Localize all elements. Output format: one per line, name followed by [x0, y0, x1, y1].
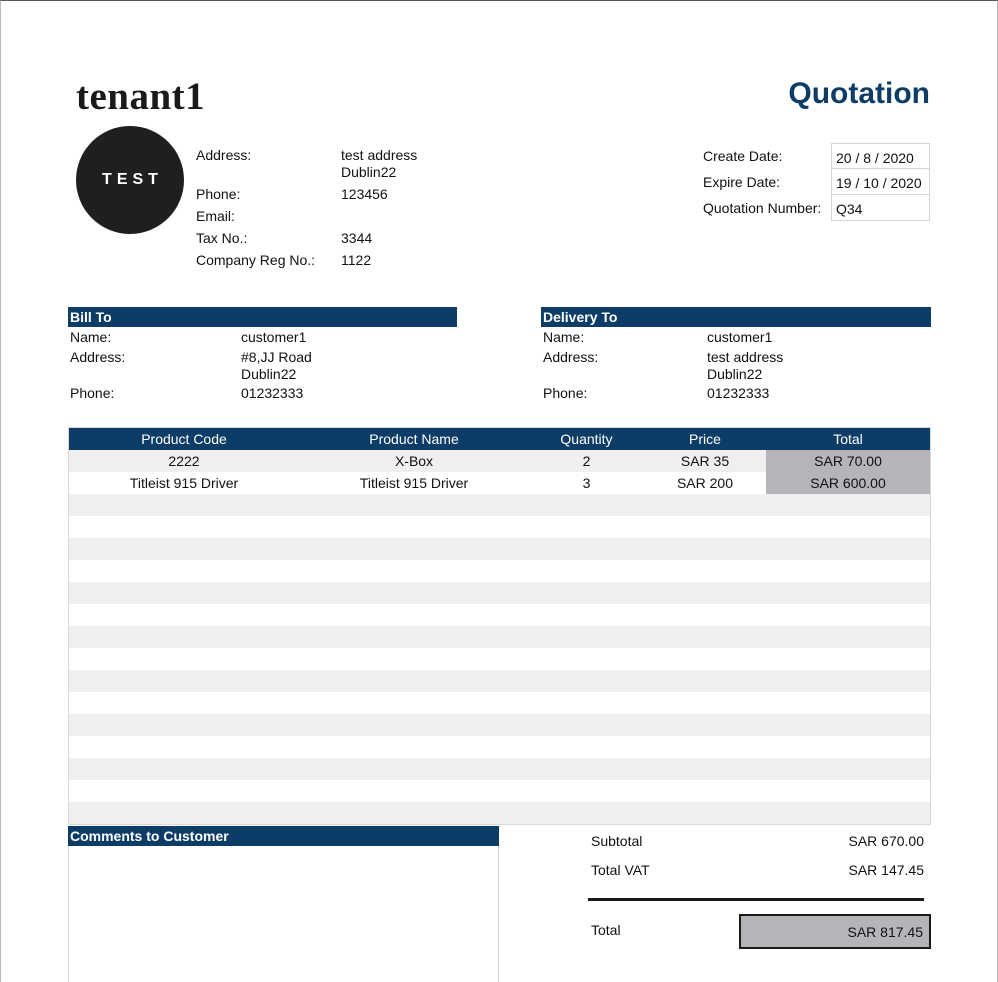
company-address-label: Address:	[196, 147, 252, 163]
empty-row	[69, 538, 930, 560]
company-tax: 3344	[341, 230, 373, 246]
subtotal-label: Subtotal	[591, 833, 643, 849]
empty-row	[69, 560, 930, 582]
cell-quantity: 2	[529, 450, 644, 472]
empty-row	[69, 692, 930, 714]
quotation-number-field: Q34	[831, 195, 930, 221]
bill-to-heading: Bill To	[68, 307, 457, 327]
empty-row	[69, 736, 930, 758]
grand-total-value: SAR 817.45	[739, 914, 931, 949]
column-header-product-name: Product Name	[299, 428, 529, 450]
company-phone-label: Phone:	[196, 186, 241, 202]
cell-total: SAR 70.00	[766, 450, 930, 472]
totals-divider	[588, 898, 924, 901]
empty-row	[69, 516, 930, 538]
company-email-label: Email:	[196, 208, 235, 224]
bill-to-address-line2: Dublin22	[241, 366, 297, 382]
create-date-label: Create Date:	[703, 148, 783, 164]
empty-row	[69, 494, 930, 516]
column-header-price: Price	[644, 428, 766, 450]
company-name: tenant1	[76, 75, 206, 118]
company-address-line2: Dublin22	[341, 164, 397, 180]
comments-box	[68, 846, 499, 982]
empty-row	[69, 648, 930, 670]
column-header-product-code: Product Code	[69, 428, 299, 450]
vat-value: SAR 147.45	[848, 862, 924, 878]
delivery-to-name: customer1	[707, 329, 773, 345]
cell-total: SAR 600.00	[766, 472, 930, 494]
column-header-quantity: Quantity	[529, 428, 644, 450]
bill-to-phone-label: Phone:	[70, 385, 115, 401]
document-title: Quotation	[788, 77, 930, 110]
empty-row	[69, 582, 930, 604]
subtotal-value: SAR 670.00	[848, 833, 924, 849]
delivery-to-address-label: Address:	[543, 349, 599, 365]
bill-to-name: customer1	[241, 329, 307, 345]
cell-price: SAR 35	[644, 450, 766, 472]
table-row	[69, 472, 930, 494]
empty-row	[69, 714, 930, 736]
delivery-to-address-line2: Dublin22	[707, 366, 763, 382]
bill-to-phone: 01232333	[241, 385, 304, 401]
items-table	[68, 427, 931, 825]
logo-text: TEST	[102, 171, 163, 188]
comments-heading: Comments to Customer	[68, 826, 499, 846]
cell-quantity: 3	[529, 472, 644, 494]
delivery-to-heading: Delivery To	[541, 307, 931, 327]
empty-row	[69, 670, 930, 692]
cell-product-code: Titleist 915 Driver	[69, 472, 299, 494]
column-header-total: Total	[766, 428, 930, 450]
company-reg: 1122	[341, 252, 372, 268]
cell-product-name: X-Box	[299, 450, 529, 472]
delivery-to-name-label: Name:	[543, 329, 585, 345]
expire-date-field: 19 / 10 / 2020	[831, 169, 930, 195]
empty-row	[69, 758, 930, 780]
empty-row	[69, 802, 930, 824]
table-row	[69, 450, 930, 472]
expire-date-label: Expire Date:	[703, 174, 781, 190]
bill-to-address-line1: #8,JJ Road	[241, 349, 312, 365]
create-date-field: 20 / 8 / 2020	[831, 143, 930, 169]
bill-to-address-label: Address:	[70, 349, 126, 365]
bill-to-name-label: Name:	[70, 329, 112, 345]
quotation-number-label: Quotation Number:	[703, 200, 822, 216]
grand-total-label: Total	[591, 922, 621, 938]
company-address-line1: test address	[341, 147, 418, 163]
cell-product-name: Titleist 915 Driver	[299, 472, 529, 494]
company-phone: 123456	[341, 186, 388, 202]
cell-product-code: 2222	[69, 450, 299, 472]
delivery-to-phone-label: Phone:	[543, 385, 588, 401]
empty-row	[69, 780, 930, 802]
empty-row	[69, 626, 930, 648]
delivery-to-address-line1: test address	[707, 349, 784, 365]
empty-row	[69, 604, 930, 626]
delivery-to-phone: 01232333	[707, 385, 770, 401]
cell-price: SAR 200	[644, 472, 766, 494]
company-logo	[76, 126, 184, 234]
company-reg-label: Company Reg No.:	[196, 252, 316, 268]
items-header-row	[69, 428, 930, 450]
company-tax-label: Tax No.:	[196, 230, 248, 246]
vat-label: Total VAT	[591, 862, 650, 878]
